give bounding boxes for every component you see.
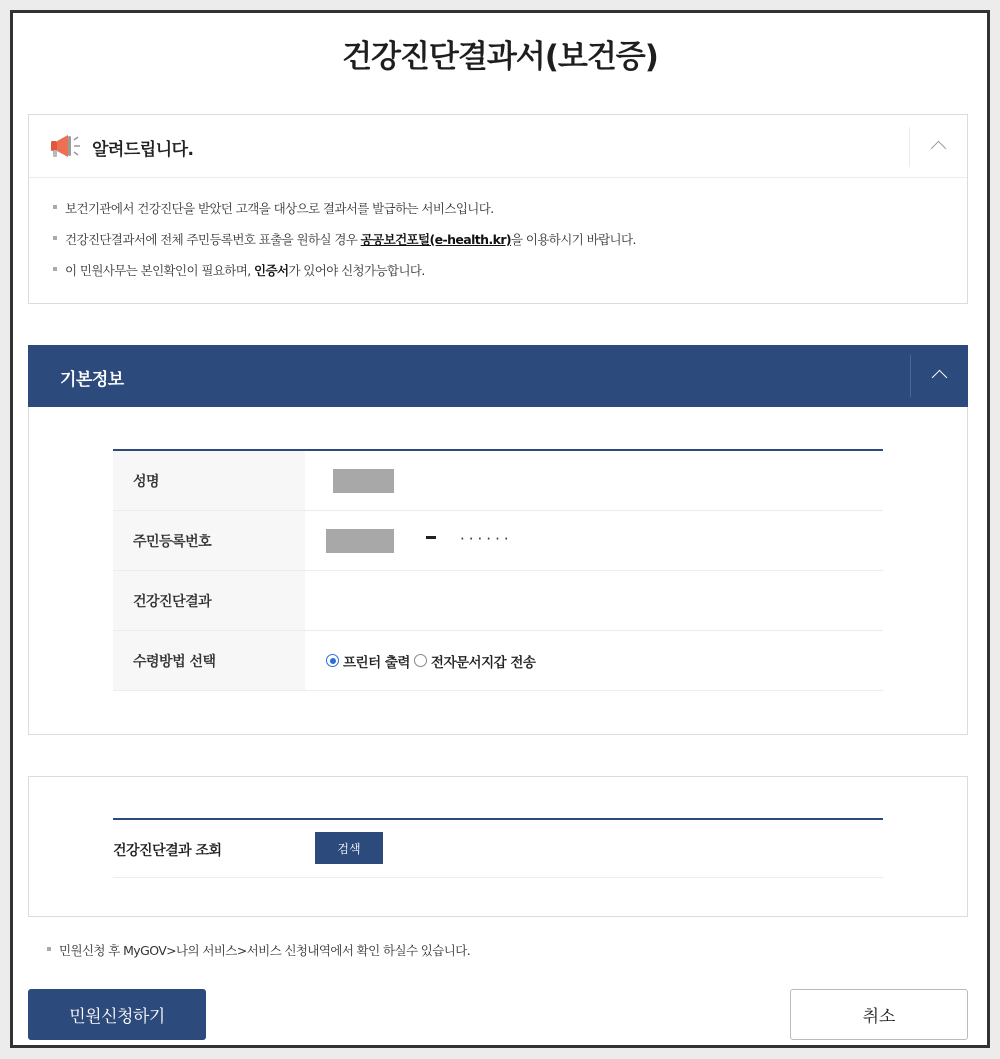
notice-list bbox=[51, 199, 636, 292]
result-lookup-label: 건강진단결과 조회 bbox=[113, 843, 222, 859]
name-masked-value bbox=[333, 469, 394, 493]
receive-option-printer[interactable]: 프린터 출력 bbox=[326, 651, 414, 671]
rrn-masked-back: ······ bbox=[460, 529, 513, 548]
notice-item: 건강진단결과서에 전체 주민등록번호 표출을 원하실 경우 공공보건포털(e-health.kr)을 이용하시기 바랍니다. bbox=[51, 230, 636, 261]
result-lookup-row bbox=[113, 820, 883, 878]
cancel-button[interactable]: 취소 bbox=[790, 989, 968, 1040]
notice-header bbox=[29, 115, 967, 178]
megaphone-icon bbox=[49, 132, 83, 160]
notice-item: 보건기관에서 건강진단을 받았던 고객을 대상으로 결과서를 발급하는 서비스입니다. bbox=[51, 199, 636, 230]
result-lookup-table bbox=[113, 818, 883, 878]
basic-info-header bbox=[28, 345, 968, 407]
basic-info-collapse-toggle[interactable] bbox=[910, 355, 968, 397]
page-title: 건강진단결과서(보건증) bbox=[342, 39, 658, 75]
receive-method-row bbox=[113, 631, 883, 691]
receive-option-e-wallet[interactable]: 전자문서지갑 전송 bbox=[414, 651, 540, 671]
rrn-row bbox=[113, 511, 883, 571]
basic-info-table bbox=[113, 449, 883, 691]
basic-info-panel bbox=[28, 407, 968, 735]
radio-selected-icon[interactable] bbox=[326, 654, 339, 667]
name-label: 성명 bbox=[113, 451, 305, 510]
result-label: 건강진단결과 bbox=[113, 571, 305, 630]
receive-method-label: 수령방법 선택 bbox=[113, 631, 305, 690]
notice-panel bbox=[28, 114, 968, 304]
rrn-separator bbox=[426, 536, 436, 539]
e-health-link[interactable]: 공공보건포털(e-health.kr) bbox=[360, 232, 511, 247]
notice-title: 알려드립니다. bbox=[92, 140, 194, 160]
result-lookup-panel bbox=[28, 776, 968, 917]
chevron-up-icon bbox=[932, 370, 948, 386]
chevron-up-icon bbox=[931, 141, 947, 157]
apply-button[interactable]: 민원신청하기 bbox=[28, 989, 206, 1040]
document-frame bbox=[10, 10, 990, 1048]
name-row bbox=[113, 451, 883, 511]
basic-info-title: 기본정보 bbox=[60, 370, 124, 390]
footnote: 민원신청 후 MyGOV>나의 서비스>서비스 신청내역에서 확인 하실수 있습니다. bbox=[47, 941, 470, 959]
result-row bbox=[113, 571, 883, 631]
rrn-label: 주민등록번호 bbox=[113, 511, 305, 570]
result-value bbox=[305, 571, 883, 630]
notice-item: 이 민원사무는 본인확인이 필요하며, 인증서가 있어야 신청가능합니다. bbox=[51, 261, 636, 292]
notice-collapse-toggle[interactable] bbox=[909, 127, 967, 167]
radio-unselected-icon[interactable] bbox=[414, 654, 427, 667]
search-button[interactable]: 검색 bbox=[315, 832, 383, 864]
certificate-emphasis: 인증서 bbox=[254, 263, 289, 278]
rrn-masked-front bbox=[326, 529, 394, 553]
